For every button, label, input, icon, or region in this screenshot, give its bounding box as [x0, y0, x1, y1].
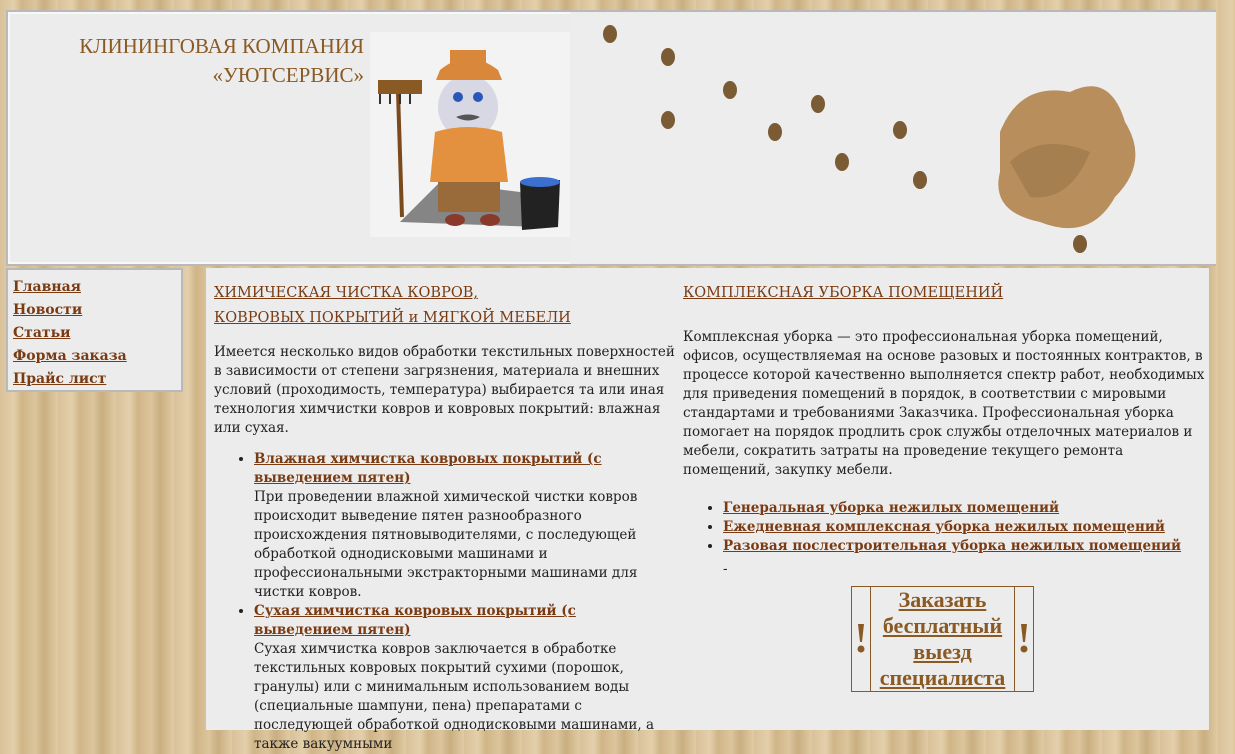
nav-item-articles[interactable]: Статьи: [13, 325, 71, 341]
site-header: [6, 10, 1216, 266]
nav-item-home[interactable]: Главная: [13, 279, 81, 295]
post-construction-cleaning-link[interactable]: Разовая послестроительная уборка нежилых помещений: [723, 538, 1182, 554]
order-button-line3: выезд: [913, 639, 972, 664]
wet-cleaning-link[interactable]: Влажная химчистка ковровых покрытий (с выведением пятен): [254, 451, 602, 486]
nav-item-order-form[interactable]: Форма заказа: [13, 348, 127, 364]
janitor-mascot-image: [370, 32, 570, 237]
list-item: [254, 602, 676, 754]
dry-cleaning-text: Сухая химчистка ковров заключается в обработке текстильных ковровых покрытий сухими (порошок, гранулы) или с минимальным использованием воды (специальные шампуни, пена) препаратами с последующей обработкой однодисковыми машинами, а также вакуумными: [254, 641, 655, 752]
complex-cleaning-section: [683, 268, 1205, 579]
nav-item-news[interactable]: Новости: [13, 302, 83, 318]
sidebar-nav: [6, 268, 183, 392]
main-content: [206, 268, 1209, 752]
paw-prints-background: [570, 12, 1216, 264]
order-button-line1: Заказать: [898, 587, 987, 612]
company-name: [79, 32, 364, 90]
dash-text: -: [723, 561, 728, 577]
order-specialist-button[interactable]: [851, 586, 1034, 692]
complex-cleaning-heading: [683, 281, 1205, 306]
carpet-cleaning-heading-line2[interactable]: КОВРОВЫХ ПОКРЫТИЙ и МЯГКОЙ МЕБЕЛИ: [214, 310, 571, 326]
complex-cleaning-intro: Комплексная уборка — это профессиональная уборка помещений, офисов, осуществляемая на основе разовых и постоянных контрактов, в процессе которой качественно выполняется спектр работ, необходимых для приведения помещений в порядок, в соответствии с мировыми стандартами и требованиями Заказчика. Профессиональная уборка помогает на порядок продлить срок службы отделочных материалов и мебели, сократить затраты на проведение текущего ремонта помещений, закупку мебели.: [683, 329, 1205, 478]
complex-cleaning-list: [683, 499, 1205, 556]
company-name-line2: «УЮТСЕРВИС»: [212, 63, 364, 87]
daily-cleaning-link[interactable]: Ежедневная комплексная уборка нежилых помещений: [723, 519, 1165, 535]
carpet-cleaning-heading-line1[interactable]: ХИМИЧЕСКАЯ ЧИСТКА КОВРОВ,: [214, 285, 478, 301]
list-item: [254, 450, 676, 602]
list-item: [723, 518, 1205, 537]
nav-item-price-list[interactable]: Прайс лист: [13, 371, 107, 387]
carpet-cleaning-heading: [214, 281, 676, 331]
carpet-cleaning-intro: Имеется несколько видов обработки текстильных поверхностей в зависимости от степени загрязнения, материала и внешних условий (проходимость, температура) выбирается та или иная технология химчистки ковров и ковровых покрытий: влажная или сухая.: [214, 344, 675, 436]
list-item: [723, 537, 1205, 556]
dry-cleaning-link[interactable]: Сухая химчистка ковровых покрытий (с выведением пятен): [254, 603, 576, 638]
carpet-cleaning-list: [214, 450, 676, 754]
exclamation-icon: [852, 587, 871, 691]
order-button-label[interactable]: [871, 587, 1014, 691]
general-cleaning-link[interactable]: Генеральная уборка нежилых помещений: [723, 500, 1060, 516]
order-button-line4: специалиста: [879, 665, 1006, 690]
wet-cleaning-text: При проведении влажной химической чистки ковров происходит выведение пятен разнообразного происхождения пятновыводителями, с последующей обработкой однодисковыми машинами и профессиональными экстракторными машинами для чистки ковров.: [254, 489, 638, 600]
complex-cleaning-heading-link[interactable]: КОМПЛЕКСНАЯ УБОРКА ПОМЕЩЕНИЙ: [683, 285, 1004, 301]
company-name-line1: КЛИНИНГОВАЯ КОМПАНИЯ: [79, 34, 364, 58]
order-button-line2: бесплатный: [882, 613, 1003, 638]
exclamation-icon: [1014, 587, 1033, 691]
list-item: [723, 499, 1205, 518]
carpet-cleaning-section: [214, 268, 676, 754]
